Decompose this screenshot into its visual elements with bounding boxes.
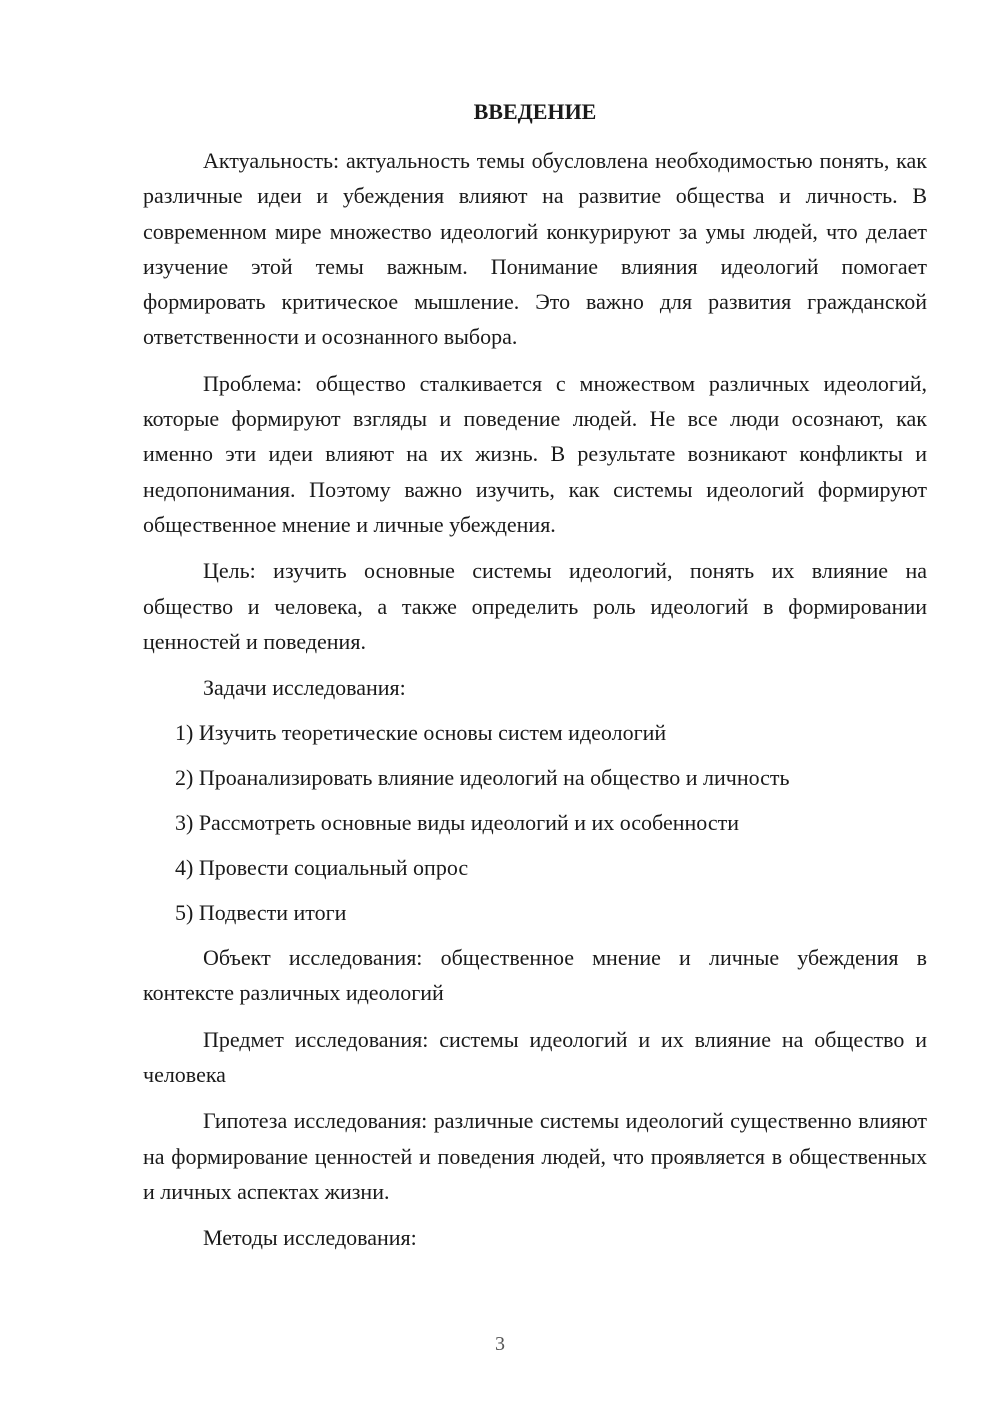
object-paragraph: Объект исследования: общественное мнение и личные убеждения в контексте различных идеологий [143, 945, 927, 1006]
methods-heading: Методы исследования: [203, 1225, 417, 1251]
section-title: ВВЕДЕНИЕ [473, 99, 597, 124]
hypothesis-paragraph: Гипотеза исследования: различные системы идеологий существенно влияют на формирование ценностей и поведения людей, что проявляется в общественных и личных аспектах жизни. [143, 1108, 927, 1204]
goal-paragraph: Цель: изучить основные системы идеологий, понять их влияние на общество и человека, а также определить роль идеологий в формировании ценностей и поведения. [143, 558, 927, 654]
tasks-heading: Задачи исследования: [203, 675, 406, 701]
subject-paragraph: Предмет исследования: системы идеологий и их влияние на общество и человека [143, 1026, 927, 1088]
task-item: 2) Проанализировать влияние идеологий на общество и личность [175, 765, 790, 791]
relevance-paragraph: Актуальность: актуальность темы обусловлена необходимостью понять, как различные идеи и убеждения влияют на развитие общества и личность. В современном мире множество идеологий конкурируют за умы людей, что делает изучение этой темы важным. Понимание влияния идеологий помогает формировать критическое мышление. Это важно для развития гражданской ответственности и осознанного выбора. [143, 148, 927, 350]
task-item: 3) Рассмотреть основные виды идеологий и их особенности [175, 810, 739, 836]
task-item: 4) Провести социальный опрос [175, 855, 469, 881]
task-item: 1) Изучить теоретические основы систем идеологий [175, 720, 667, 746]
page-number: 3 [495, 1333, 505, 1355]
tasks-list [143, 715, 927, 930]
document-page [143, 94, 927, 1267]
problem-paragraph: Проблема: общество сталкивается с множеством различных идеологий, которые формируют взгляды и поведение людей. Не все люди осознают, как именно эти идеи влияют на их жизнь. В результате возникают конфликты и недопонимания. Поэтому важно изучить, как системы идеологий формируют общественное мнение и личные убеждения. [143, 370, 927, 537]
task-item: 5) Подвести итоги [175, 900, 347, 926]
